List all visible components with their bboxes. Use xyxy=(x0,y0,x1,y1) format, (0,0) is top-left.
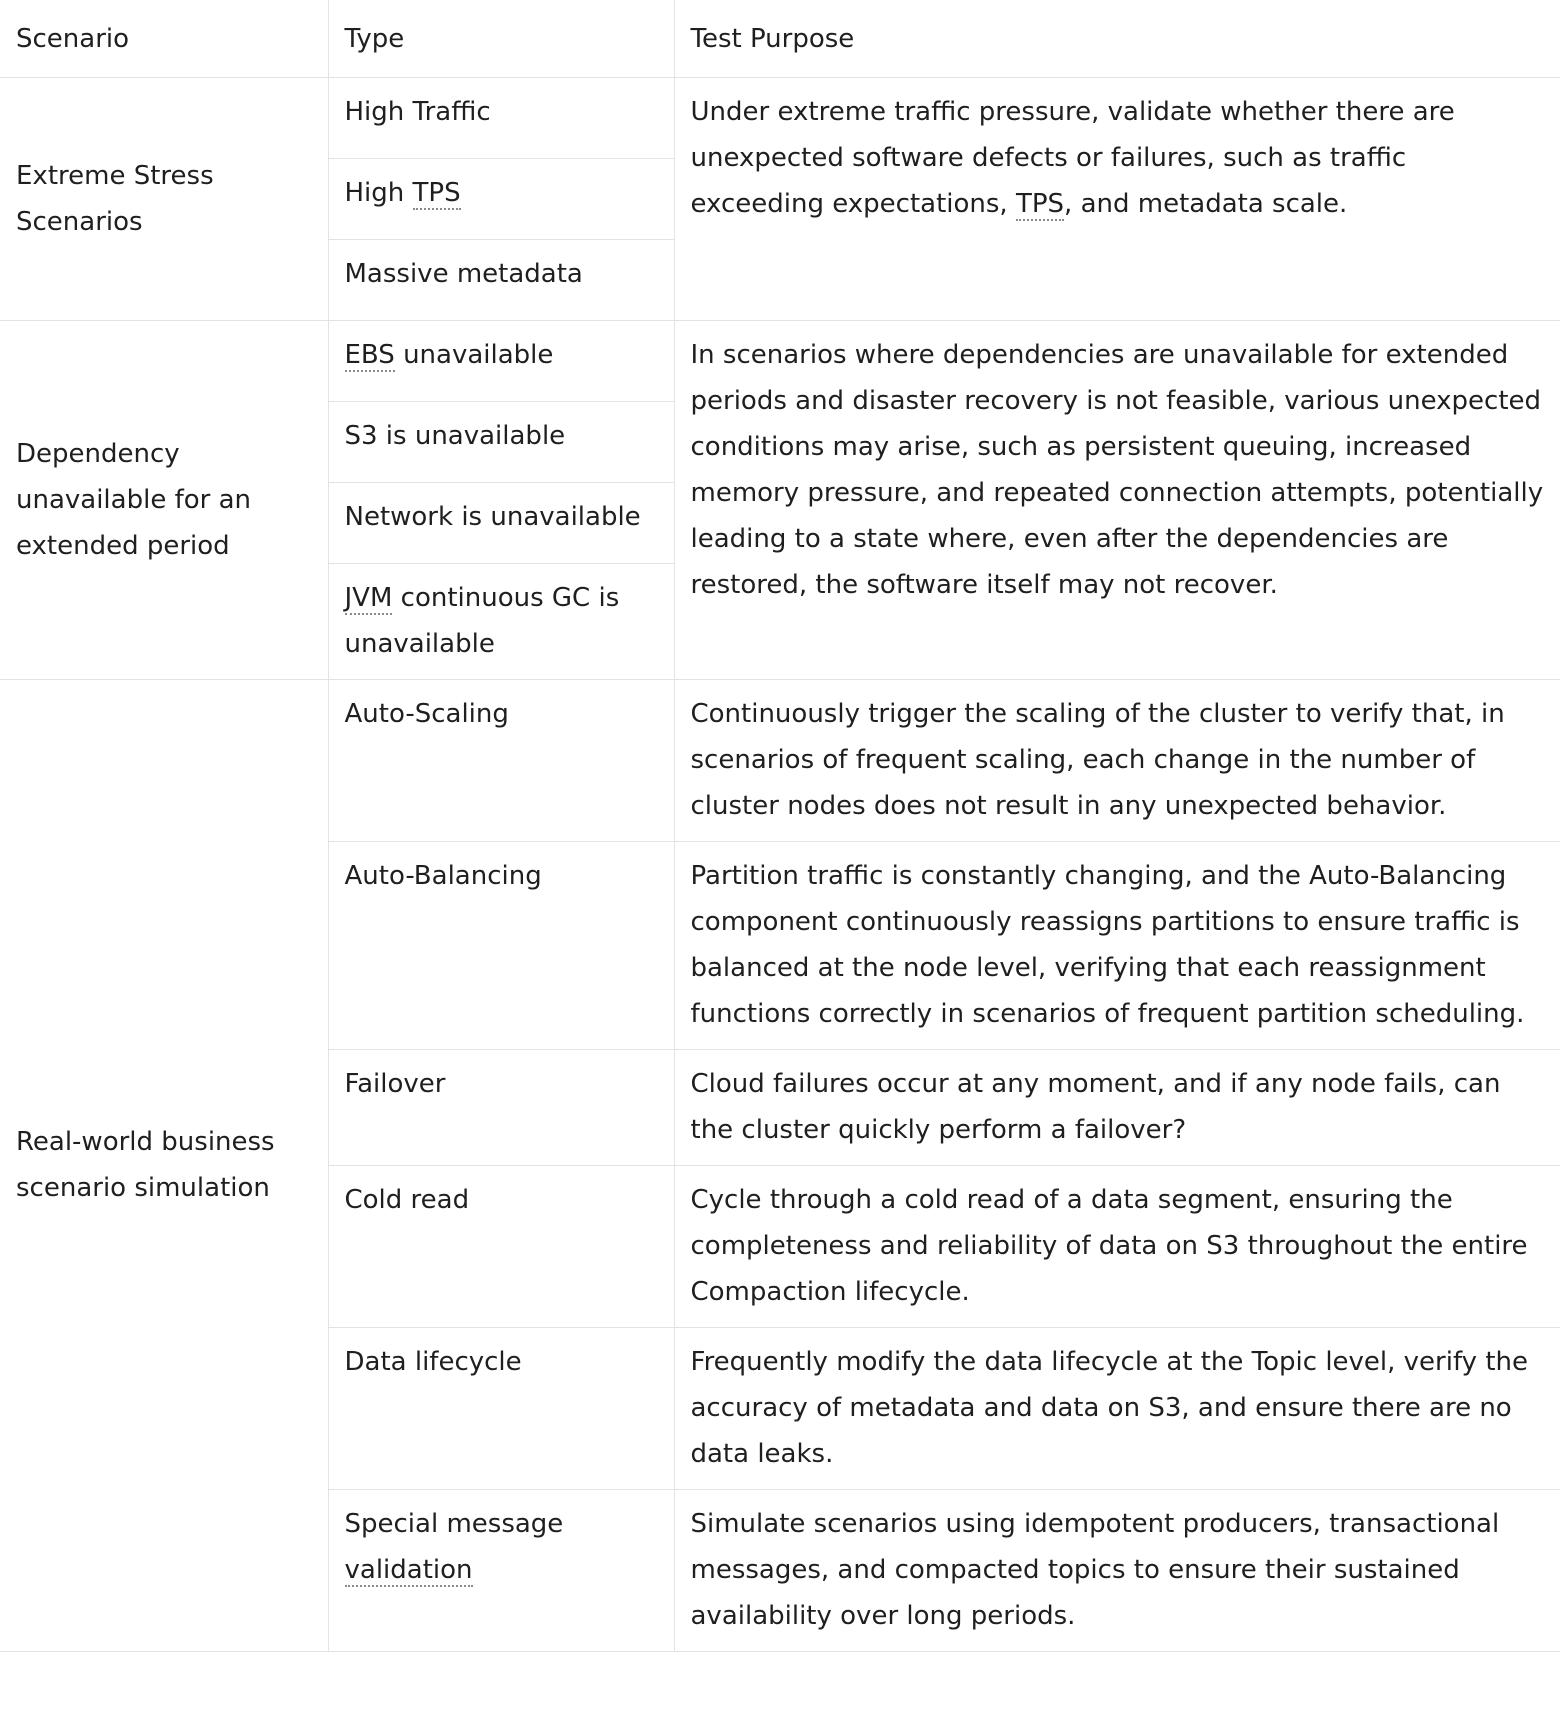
type-cell: Network is unavailable xyxy=(328,483,674,564)
type-cell xyxy=(328,1490,674,1652)
type-cell: High Traffic xyxy=(328,78,674,159)
type-cell: S3 is unavailable xyxy=(328,402,674,483)
type-cell: Massive metadata xyxy=(328,240,674,321)
purpose-text: Under extreme traffic pressure, validate whether there are unexpected software defects or failures, such as traffic exceeding expectations, xyxy=(690,97,1455,219)
purpose-text: , and metadata scale. xyxy=(1064,189,1348,219)
type-cell: Data lifecycle xyxy=(328,1328,674,1490)
purpose-cell: Continuously trigger the scaling of the cluster to verify that, in scenarios of frequent scaling, each change in the number of cluster nodes does not result in any unexpected behavior. xyxy=(674,680,1560,842)
header-test-purpose: Test Purpose xyxy=(674,0,1560,78)
type-text: High xyxy=(344,178,413,208)
purpose-cell: Cycle through a cold read of a data segment, ensuring the completeness and reliability of data on S3 throughout the entire Compaction lifecycle. xyxy=(674,1166,1560,1328)
type-cell xyxy=(328,159,674,240)
type-cell: Auto-Scaling xyxy=(328,680,674,842)
type-text: Special message xyxy=(344,1509,564,1539)
purpose-cell xyxy=(674,78,1560,321)
type-cell xyxy=(328,564,674,680)
type-cell xyxy=(328,321,674,402)
scenario-cell: Extreme Stress Scenarios xyxy=(0,78,328,321)
abbr-ebs: EBS xyxy=(344,340,395,370)
abbr-tps: TPS xyxy=(1015,189,1065,219)
abbr-jvm: JVM xyxy=(344,583,393,613)
table-row xyxy=(0,78,1560,159)
type-text: unavailable xyxy=(394,340,554,370)
type-text: continuous GC is unavailable xyxy=(344,583,620,659)
header-scenario: Scenario xyxy=(0,0,328,78)
purpose-cell: Frequently modify the data lifecycle at the Topic level, verify the accuracy of metadata and data on S3, and ensure there are no data leaks. xyxy=(674,1328,1560,1490)
abbr-tps: TPS xyxy=(412,178,461,208)
scenario-cell: Real-world business scenario simulation xyxy=(0,680,328,1652)
purpose-cell: Partition traffic is constantly changing, and the Auto-Balancing component continuously reassigns partitions to ensure traffic is balanced at the node level, verifying that each reassignment functions correctly in scenarios of frequent partition scheduling. xyxy=(674,842,1560,1050)
table-row xyxy=(0,680,1560,842)
header-type: Type xyxy=(328,0,674,78)
type-cell: Auto-Balancing xyxy=(328,842,674,1050)
purpose-cell: Simulate scenarios using idempotent producers, transactional messages, and compacted topics to ensure their sustained availability over long periods. xyxy=(674,1490,1560,1652)
purpose-cell: Cloud failures occur at any moment, and if any node fails, can the cluster quickly perform a failover? xyxy=(674,1050,1560,1166)
type-cell: Failover xyxy=(328,1050,674,1166)
scenario-cell: Dependency unavailable for an extended period xyxy=(0,321,328,680)
type-cell: Cold read xyxy=(328,1166,674,1328)
abbr-validation: validation xyxy=(344,1555,473,1585)
header-row xyxy=(0,0,1560,78)
purpose-cell: In scenarios where dependencies are unavailable for extended periods and disaster recovery is not feasible, various unexpected conditions may arise, such as persistent queuing, increased memory pressure, and repeated connection attempts, potentially leading to a state where, even after the dependencies are restored, the software itself may not recover. xyxy=(674,321,1560,680)
table-row xyxy=(0,321,1560,402)
